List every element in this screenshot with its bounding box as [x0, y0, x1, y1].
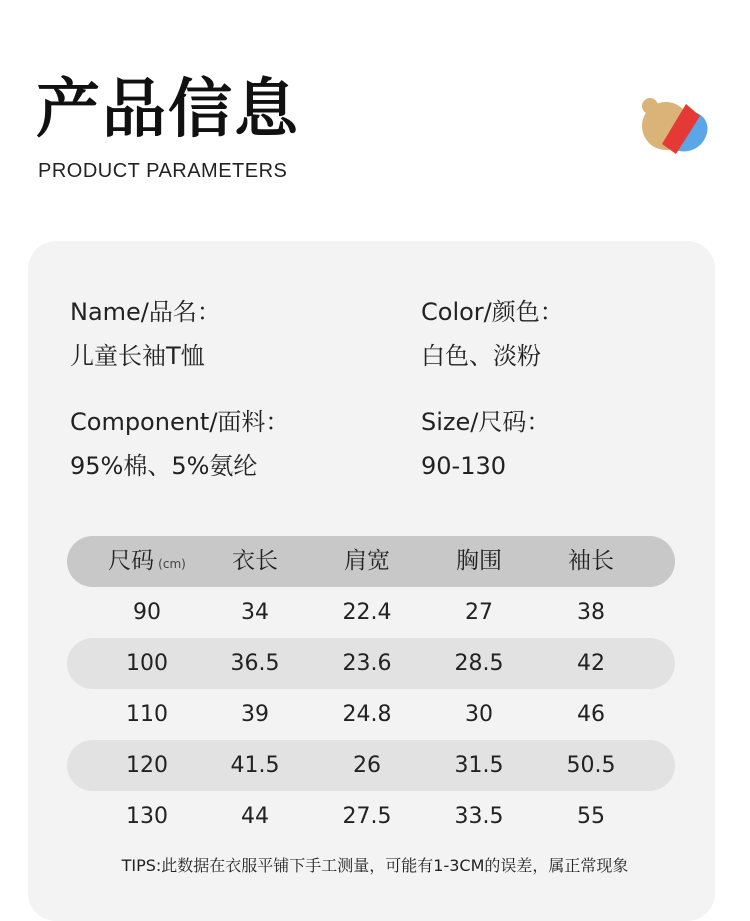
page-subtitle: PRODUCT PARAMETERS	[38, 160, 288, 182]
header-size	[92, 536, 202, 587]
param-name-value: 儿童长袖T恤	[70, 342, 205, 370]
cell-sleeve: 55	[577, 804, 605, 829]
cell-length: 36.5	[230, 651, 280, 676]
param-size-label: Size/尺码：	[421, 408, 551, 436]
cell-shoulder: 22.4	[342, 600, 392, 625]
cell-size: 120	[126, 753, 168, 778]
cell-chest: 31.5	[454, 753, 504, 778]
cell-shoulder: 24.8	[342, 702, 392, 727]
cell-shoulder: 23.6	[342, 651, 392, 676]
header-sleeve: 袖长	[568, 548, 614, 574]
param-name	[70, 290, 221, 378]
param-color	[421, 290, 564, 378]
header-unit: (cm)	[158, 557, 186, 571]
param-size	[421, 400, 550, 488]
cell-sleeve: 46	[577, 702, 605, 727]
table-header-row	[67, 536, 675, 587]
page-title: 产品信息	[36, 73, 300, 147]
cell-chest: 33.5	[454, 804, 504, 829]
param-component-label: Component/面料：	[70, 408, 290, 436]
table-row	[67, 791, 675, 842]
cell-shoulder: 26	[353, 753, 381, 778]
tips-note: TIPS:此数据在衣服平铺下手工测量，可能有1-3CM的误差，属正常现象	[121, 856, 629, 875]
param-component	[70, 400, 289, 488]
header-length: 衣长	[232, 548, 278, 574]
cell-size: 110	[126, 702, 168, 727]
header-shoulder: 肩宽	[344, 548, 390, 574]
cell-sleeve: 42	[577, 651, 605, 676]
cell-chest: 27	[465, 600, 493, 625]
cell-size: 130	[126, 804, 168, 829]
cell-shoulder: 27.5	[342, 804, 392, 829]
cell-length: 34	[241, 600, 269, 625]
cell-sleeve: 50.5	[566, 753, 616, 778]
table-row	[67, 638, 675, 689]
table-row	[67, 740, 675, 791]
cell-length: 44	[241, 804, 269, 829]
brand-logo-icon	[640, 96, 712, 158]
cell-sleeve: 38	[577, 600, 605, 625]
header-size-label: 尺码	[108, 548, 155, 574]
cell-length: 41.5	[230, 753, 280, 778]
cell-size: 100	[126, 651, 168, 676]
size-table	[67, 536, 675, 842]
param-color-label: Color/颜色：	[421, 298, 564, 326]
header-chest: 胸围	[456, 548, 502, 574]
cell-chest: 30	[465, 702, 493, 727]
cell-size: 90	[133, 600, 161, 625]
param-color-value: 白色、淡粉	[421, 342, 541, 370]
param-name-label: Name/品名：	[70, 298, 221, 326]
param-component-value: 95%棉、5%氨纶	[70, 452, 258, 480]
cell-length: 39	[241, 702, 269, 727]
table-row	[67, 587, 675, 638]
param-size-value: 90-130	[421, 452, 507, 480]
cell-chest: 28.5	[454, 651, 504, 676]
table-row	[67, 689, 675, 740]
